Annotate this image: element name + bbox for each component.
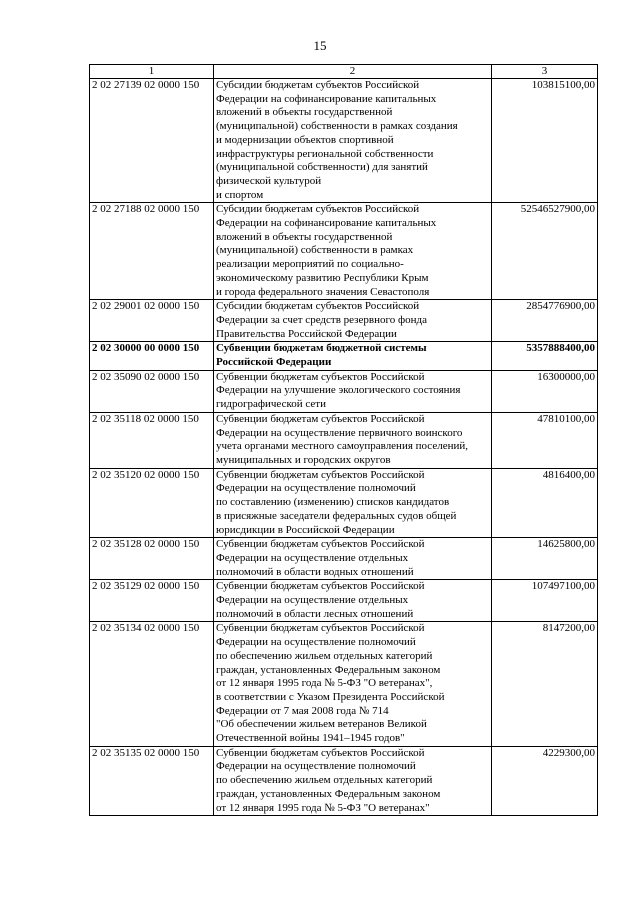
row-description-cell: Субсидии бюджетам субъектов Российской Федерации на софинансирование капитальных вложений в объекты государственной (муниципальной) собственности в рамках создания и модернизации объектов спортивной инфраструктуры региональной собственности (муниципальной собственности) для занятий физической культурой и спортом xyxy=(214,79,492,203)
row-code-cell: 2 02 35128 02 0000 150 xyxy=(90,538,214,580)
row-amount-cell: 5357888400,00 xyxy=(492,342,598,370)
table-row xyxy=(90,746,598,816)
row-code-cell: 2 02 29001 02 0000 150 xyxy=(90,300,214,342)
table-row xyxy=(90,580,598,622)
row-amount-cell: 47810100,00 xyxy=(492,412,598,468)
row-description-cell: Субвенции бюджетам бюджетной системы Российской Федерации xyxy=(214,342,492,370)
table-row xyxy=(90,370,598,412)
row-amount-cell: 14625800,00 xyxy=(492,538,598,580)
row-description-cell: Субвенции бюджетам субъектов Российской Федерации на осуществление первичного воинского учета органами местного самоуправления поселений, муниципальных и городских округов xyxy=(214,412,492,468)
row-code-cell: 2 02 35135 02 0000 150 xyxy=(90,746,214,816)
row-description-cell: Субсидии бюджетам субъектов Российской Федерации за счет средств резервного фонда Правительства Российской Федерации xyxy=(214,300,492,342)
row-amount-cell: 52546527900,00 xyxy=(492,203,598,300)
table-row xyxy=(90,622,598,746)
table-body xyxy=(90,79,598,816)
row-description-cell: Субвенции бюджетам субъектов Российской Федерации на осуществление полномочий по составлению (изменению) списков кандидатов в присяжные заседатели федеральных судов общей юрисдикции в Российской Федерации xyxy=(214,468,492,538)
table-row xyxy=(90,342,598,370)
row-amount-cell: 16300000,00 xyxy=(492,370,598,412)
table-row xyxy=(90,203,598,300)
row-description-cell: Субсидии бюджетам субъектов Российской Федерации на софинансирование капитальных вложений в объекты государственной (муниципальной) собственности в рамках реализации мероприятий по социально- экономическому развитию Республики Крым и города федерального значения Севастополя xyxy=(214,203,492,300)
row-description-cell: Субвенции бюджетам субъектов Российской Федерации на улучшение экологического состояния гидрографической сети xyxy=(214,370,492,412)
table-row xyxy=(90,79,598,203)
row-amount-cell: 8147200,00 xyxy=(492,622,598,746)
row-code-cell: 2 02 35118 02 0000 150 xyxy=(90,412,214,468)
table-row xyxy=(90,300,598,342)
row-description-cell: Субвенции бюджетам субъектов Российской Федерации на осуществление полномочий по обеспечению жильем отдельных категорий граждан, установленных Федеральным законом от 12 января 1995 года № 5-ФЗ "О ветеранах" xyxy=(214,746,492,816)
page-number: 15 xyxy=(313,38,327,53)
row-amount-cell: 103815100,00 xyxy=(492,79,598,203)
row-code-cell: 2 02 35129 02 0000 150 xyxy=(90,580,214,622)
row-code-cell: 2 02 35134 02 0000 150 xyxy=(90,622,214,746)
row-amount-cell: 2854776900,00 xyxy=(492,300,598,342)
row-code-cell: 2 02 35120 02 0000 150 xyxy=(90,468,214,538)
table-row xyxy=(90,468,598,538)
table-row xyxy=(90,412,598,468)
row-amount-cell: 4816400,00 xyxy=(492,468,598,538)
row-code-cell: 2 02 27139 02 0000 150 xyxy=(90,79,214,203)
row-description-cell: Субвенции бюджетам субъектов Российской Федерации на осуществление полномочий по обеспечению жильем отдельных категорий граждан, установленных Федеральным законом от 12 января 1995 года № 5-ФЗ "О ветеранах", в соответствии с Указом Президента Российской Федерации от 7 мая 2008 года № 714 "Об обеспечении жильем ветеранов Великой Отечественной войны 1941–1945 годов" xyxy=(214,622,492,746)
column-header-code: 1 xyxy=(90,65,214,79)
row-code-cell: 2 02 35090 02 0000 150 xyxy=(90,370,214,412)
row-amount-cell: 4229300,00 xyxy=(492,746,598,816)
table-row xyxy=(90,538,598,580)
row-description-cell: Субвенции бюджетам субъектов Российской Федерации на осуществление отдельных полномочий в области лесных отношений xyxy=(214,580,492,622)
table-header xyxy=(90,65,598,79)
row-code-cell: 2 02 27188 02 0000 150 xyxy=(90,203,214,300)
column-header-amount: 3 xyxy=(492,65,598,79)
row-amount-cell: 107497100,00 xyxy=(492,580,598,622)
budget-table xyxy=(89,64,598,816)
header-row xyxy=(90,65,598,79)
row-description-cell: Субвенции бюджетам субъектов Российской Федерации на осуществление отдельных полномочий в области водных отношений xyxy=(214,538,492,580)
column-header-description: 2 xyxy=(214,65,492,79)
row-code-cell: 2 02 30000 00 0000 150 xyxy=(90,342,214,370)
